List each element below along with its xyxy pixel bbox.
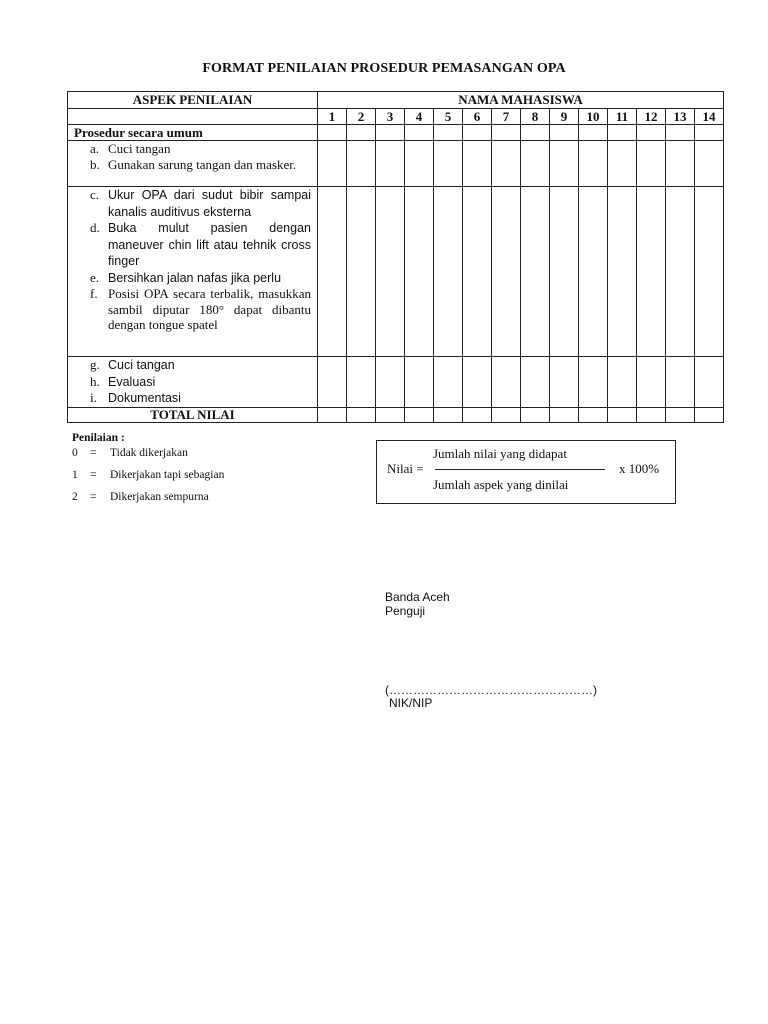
document-title: FORMAT PENILAIAN PROSEDUR PEMASANGAN OPA: [202, 61, 566, 76]
column-number: 6: [463, 109, 492, 125]
legend-key: 0: [72, 447, 78, 459]
step-letter: i.: [90, 390, 97, 405]
students-header: NAMA MAHASISWA: [318, 92, 724, 109]
score-cell[interactable]: [579, 407, 608, 422]
formula-multiplier: x 100%: [619, 461, 660, 476]
column-number: 9: [550, 109, 579, 125]
procedure-step: [90, 357, 311, 374]
table-row: [68, 187, 724, 357]
legend-key: 2: [72, 491, 78, 503]
score-cell[interactable]: [608, 407, 637, 422]
step-text: Bersihkan jalan nafas jika perlu: [108, 270, 282, 285]
score-cell[interactable]: [637, 141, 666, 187]
score-cell[interactable]: [463, 125, 492, 141]
score-cell[interactable]: [637, 187, 666, 357]
score-cell[interactable]: [376, 407, 405, 422]
step-letter: g.: [90, 357, 100, 372]
legend-entry: [72, 468, 224, 490]
legend-entry: [72, 490, 224, 512]
score-cell[interactable]: [666, 187, 695, 357]
column-number: 1: [318, 109, 347, 125]
procedure-step: [90, 187, 311, 220]
step-letter: a.: [90, 141, 100, 156]
score-cell[interactable]: [521, 407, 550, 422]
score-cell[interactable]: [550, 187, 579, 357]
score-cell[interactable]: [579, 125, 608, 141]
signature-name-line: (……………………………………………): [385, 683, 597, 697]
step-text: Gunakan sarung tangan dan masker.: [108, 156, 297, 172]
column-number: 12: [637, 109, 666, 125]
score-cell[interactable]: [376, 357, 405, 408]
score-cell[interactable]: [405, 187, 434, 357]
formula-lhs: Nilai =: [387, 461, 424, 476]
signature-id-label: NIK/NIP: [389, 696, 433, 710]
score-cell[interactable]: [434, 357, 463, 408]
legend-description: Dikerjakan tapi sebagian: [110, 469, 225, 481]
formula-numerator: Jumlah nilai yang didapat: [433, 446, 567, 461]
score-cell[interactable]: [492, 357, 521, 408]
table-row: [68, 357, 724, 408]
step-text: Evaluasi: [108, 374, 156, 389]
score-cell[interactable]: [463, 357, 492, 408]
column-number: 13: [666, 109, 695, 125]
step-letter: h.: [90, 373, 100, 389]
score-cell[interactable]: [376, 187, 405, 357]
step-text: Posisi OPA secara terbalik, masukkan sambil diputar 180° dapat dibantu dengan tongue spatel: [108, 286, 311, 332]
score-formula: [376, 440, 676, 504]
score-cell[interactable]: [492, 125, 521, 141]
score-cell[interactable]: [579, 141, 608, 187]
column-number: 7: [492, 109, 521, 125]
score-cell[interactable]: [608, 357, 637, 408]
step-letter: f.: [90, 286, 98, 301]
score-cell[interactable]: [318, 357, 347, 408]
total-row: [68, 407, 724, 422]
column-number: 2: [347, 109, 376, 125]
legend-description: Tidak dikerjakan: [110, 447, 188, 459]
procedure-step: [90, 220, 311, 270]
step-letter: d.: [90, 220, 100, 235]
procedure-step: [90, 286, 311, 333]
score-cell[interactable]: [550, 125, 579, 141]
legend-equals: =: [90, 447, 97, 459]
score-cell[interactable]: [405, 141, 434, 187]
score-cell[interactable]: [521, 141, 550, 187]
score-cell[interactable]: [405, 407, 434, 422]
step-letter: c.: [90, 187, 100, 202]
score-cell[interactable]: [347, 357, 376, 408]
column-number: 14: [695, 109, 724, 125]
section-row: [68, 125, 724, 141]
score-cell[interactable]: [347, 407, 376, 422]
step-text: Ukur OPA dari sudut bibir sampai kanalis auditivus eksterna: [108, 188, 311, 219]
procedure-step: [90, 141, 311, 157]
score-cell[interactable]: [579, 357, 608, 408]
score-cell[interactable]: [666, 407, 695, 422]
score-cell[interactable]: [347, 141, 376, 187]
procedure-steps: [68, 357, 318, 408]
score-cell[interactable]: [463, 141, 492, 187]
column-number-row: [68, 109, 724, 125]
score-cell[interactable]: [550, 357, 579, 408]
legend-entry: [72, 446, 224, 468]
formula-denominator: Jumlah aspek yang dinilai: [433, 477, 569, 492]
score-cell[interactable]: [666, 141, 695, 187]
procedure-steps: [68, 141, 318, 187]
procedure-step: [90, 156, 311, 173]
procedure-step: [90, 269, 311, 287]
step-letter: b.: [90, 156, 100, 172]
assessment-table: [67, 91, 724, 423]
signature-place: Banda Aceh: [385, 590, 450, 604]
score-cell[interactable]: [376, 141, 405, 187]
legend-equals: =: [90, 491, 97, 503]
legend-title: Penilaian :: [72, 432, 125, 444]
score-cell[interactable]: [666, 125, 695, 141]
score-cell[interactable]: [637, 407, 666, 422]
legend-description: Dikerjakan sempurna: [110, 491, 209, 503]
score-cell[interactable]: [318, 407, 347, 422]
score-cell[interactable]: [405, 357, 434, 408]
score-cell[interactable]: [608, 141, 637, 187]
score-cell[interactable]: [318, 141, 347, 187]
column-number: 4: [405, 109, 434, 125]
step-text: Cuci tangan: [108, 358, 175, 372]
score-cell[interactable]: [579, 187, 608, 357]
legend-key: 1: [72, 469, 78, 481]
score-cell[interactable]: [695, 407, 724, 422]
empty-cell: [68, 109, 318, 125]
procedure-step: [90, 373, 311, 391]
score-cell[interactable]: [434, 141, 463, 187]
step-text: Buka mulut pasien dengan maneuver chin lift atau tehnik cross finger: [108, 221, 311, 268]
score-cell[interactable]: [666, 357, 695, 408]
score-cell[interactable]: [492, 141, 521, 187]
procedure-steps: [68, 187, 318, 357]
column-number: 11: [608, 109, 637, 125]
score-cell[interactable]: [637, 125, 666, 141]
score-cell[interactable]: [492, 187, 521, 357]
score-cell[interactable]: [637, 357, 666, 408]
score-cell[interactable]: [550, 141, 579, 187]
score-cell[interactable]: [434, 407, 463, 422]
column-number: 3: [376, 109, 405, 125]
score-cell[interactable]: [521, 357, 550, 408]
score-cell[interactable]: [695, 125, 724, 141]
column-number: 8: [521, 109, 550, 125]
score-cell[interactable]: [434, 187, 463, 357]
fraction-bar: [435, 469, 605, 470]
score-cell[interactable]: [695, 357, 724, 408]
table-row: [68, 141, 724, 187]
score-cell[interactable]: [376, 125, 405, 141]
total-label: TOTAL NILAI: [68, 407, 318, 422]
procedure-step: [90, 390, 311, 407]
table-header-row: [68, 92, 724, 109]
aspect-header: ASPEK PENILAIAN: [68, 92, 318, 109]
step-text: Dokumentasi: [108, 391, 181, 405]
score-cell[interactable]: [695, 187, 724, 357]
signature-role: Penguji: [385, 604, 426, 618]
score-cell[interactable]: [347, 187, 376, 357]
column-number: 10: [579, 109, 608, 125]
legend-equals: =: [90, 469, 97, 481]
scoring-legend: [72, 432, 224, 512]
score-cell[interactable]: [463, 187, 492, 357]
score-cell[interactable]: [463, 407, 492, 422]
step-text: Cuci tangan: [108, 141, 171, 156]
score-cell[interactable]: [521, 125, 550, 141]
score-cell[interactable]: [521, 187, 550, 357]
score-cell[interactable]: [492, 407, 521, 422]
score-cell[interactable]: [695, 141, 724, 187]
score-cell[interactable]: [318, 187, 347, 357]
score-cell[interactable]: [608, 125, 637, 141]
column-number: 5: [434, 109, 463, 125]
section-title: Prosedur secara umum: [68, 125, 318, 141]
score-cell[interactable]: [550, 407, 579, 422]
score-cell[interactable]: [347, 125, 376, 141]
score-cell[interactable]: [318, 125, 347, 141]
score-cell[interactable]: [405, 125, 434, 141]
step-letter: e.: [90, 269, 100, 285]
score-cell[interactable]: [434, 125, 463, 141]
score-cell[interactable]: [608, 187, 637, 357]
